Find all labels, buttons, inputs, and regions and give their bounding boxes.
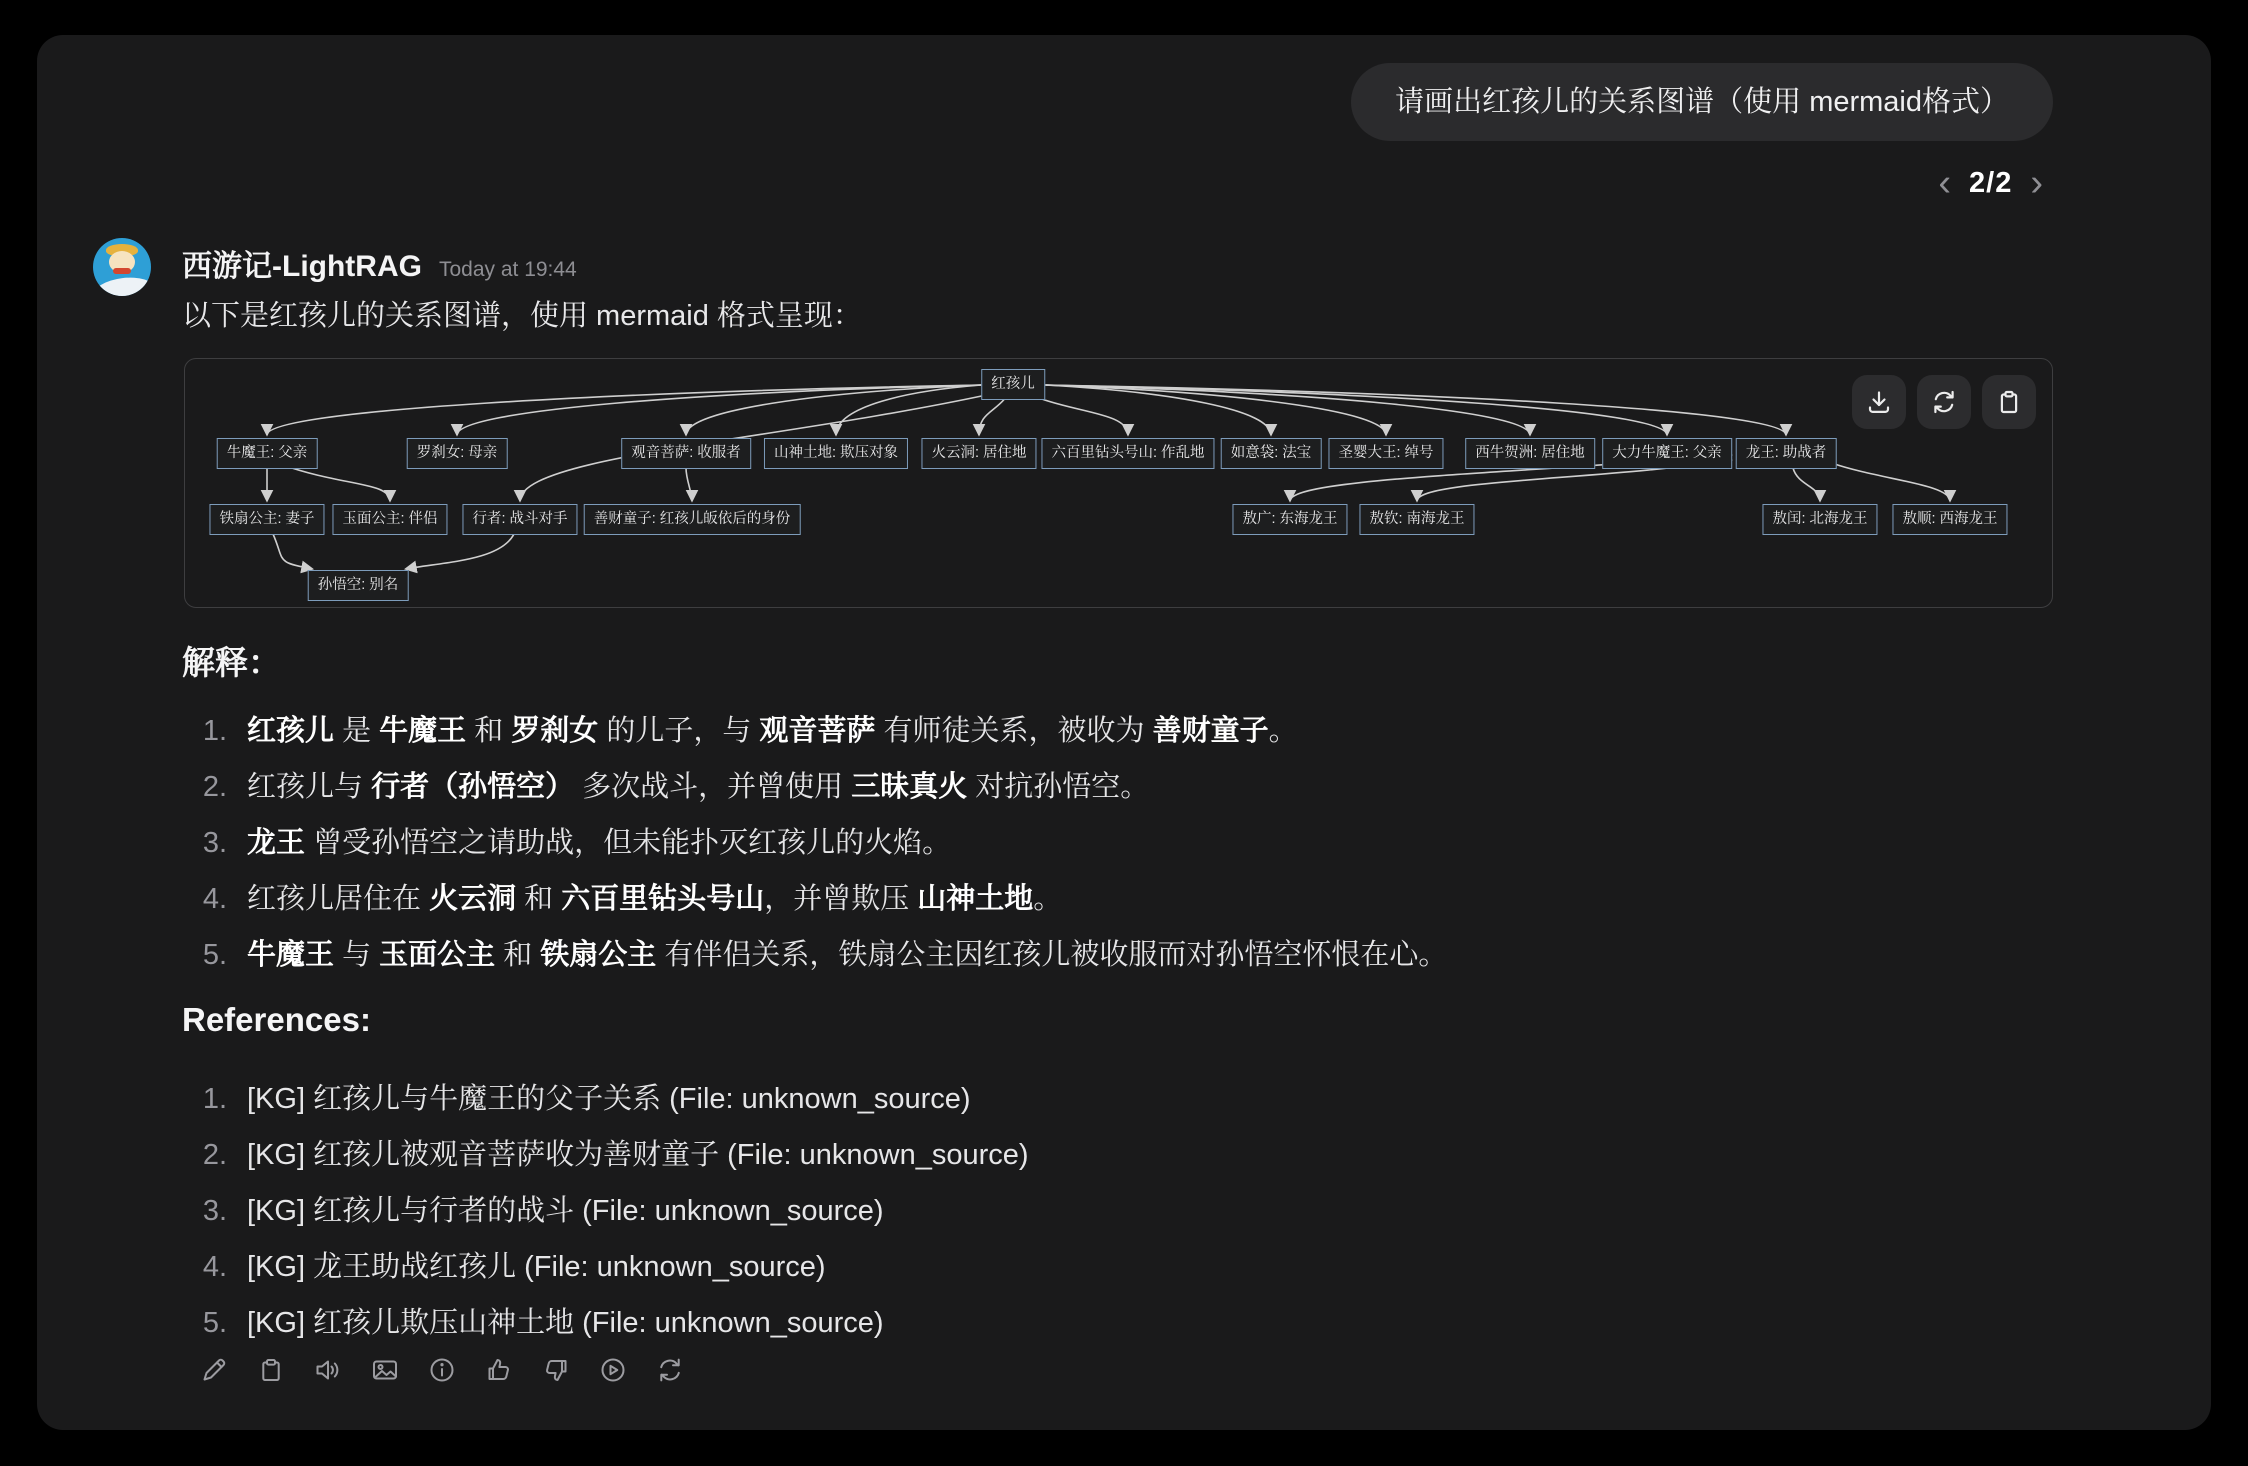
- graph-node-sunwukong: 孙悟空: 别名: [308, 570, 409, 601]
- explanation-text: 。: [1268, 715, 1298, 747]
- graph-node-xiniu: 西牛贺洲: 居住地: [1465, 438, 1595, 469]
- explanation-heading: 解释：: [182, 644, 281, 681]
- graph-edge-xingzhe-sunwukong: [406, 534, 514, 569]
- info-button[interactable]: [425, 1353, 459, 1387]
- graph-edge-hong-liubai: [1042, 399, 1128, 435]
- graph-edge-longwang-aoshun: [1832, 463, 1950, 501]
- graph-node-luocha: 罗刹女: 母亲: [407, 438, 508, 469]
- graph-edge-hong-guanyin: [686, 385, 981, 435]
- reference-item: [185, 1295, 1029, 1351]
- explanation-text: 是: [334, 715, 380, 747]
- play-icon: [598, 1355, 628, 1385]
- message-actions-toolbar: [197, 1353, 687, 1387]
- cloud-shape: [93, 274, 151, 296]
- graph-node-dali: 大力牛魔王: 父亲: [1602, 438, 1732, 469]
- assistant-avatar: [93, 238, 151, 296]
- explanation-item: [185, 759, 1447, 815]
- graph-node-xingzhe: 行者: 战斗对手: [462, 504, 577, 535]
- graph-node-aorun: 敖闰: 北海龙王: [1762, 504, 1877, 535]
- graph-edge-hong-niumo: [267, 385, 981, 435]
- entity-emphasis: 铁扇公主: [540, 939, 657, 971]
- list-number: 5.: [202, 1307, 227, 1339]
- entity-emphasis: 观音菩萨: [759, 715, 876, 747]
- list-number: 4.: [202, 1251, 227, 1283]
- explanation-text: 有伴侣关系，铁扇公主因红孩儿被收服而对孙悟空怀恨在心。: [656, 939, 1448, 971]
- graph-node-shanshen: 山神土地: 欺压对象: [764, 438, 908, 469]
- entity-emphasis: 火云洞: [429, 883, 517, 915]
- entity-emphasis: 罗刹女: [511, 715, 599, 747]
- reference-item: [185, 1127, 1029, 1183]
- references-list: [185, 1071, 1029, 1351]
- graph-edge-hong-huoyun: [979, 399, 1005, 435]
- graph-edge-hong-xingzhe: [520, 394, 991, 501]
- info-icon: [427, 1355, 457, 1385]
- list-number: 1.: [202, 1083, 227, 1115]
- list-number: 3.: [202, 827, 227, 859]
- chevron-left-icon[interactable]: ‹: [1938, 162, 1952, 204]
- graph-node-hong: 红孩儿: [981, 369, 1045, 400]
- monkey-scarf: [113, 268, 131, 274]
- explanation-text: ，并曾欺压: [764, 883, 918, 915]
- list-number: 1.: [202, 715, 227, 747]
- explanation-text: 曾受孙悟空之请助战，但未能扑灭红孩儿的火焰。: [305, 827, 952, 859]
- thumbs-down-button[interactable]: [539, 1353, 573, 1387]
- entity-emphasis: 善财童子: [1152, 715, 1269, 747]
- assistant-name: 西游记-LightRAG: [182, 250, 422, 283]
- list-number: 5.: [202, 939, 227, 971]
- mermaid-diagram-container: [184, 358, 2053, 608]
- graph-node-huoyun: 火云洞: 居住地: [921, 438, 1036, 469]
- reference-text: [KG] 红孩儿被观音菩萨收为善财童子 (File: unknown_source): [247, 1139, 1029, 1171]
- graph-node-aoqin: 敖钦: 南海龙王: [1359, 504, 1474, 535]
- graph-node-aoguang: 敖广: 东海龙王: [1232, 504, 1347, 535]
- list-number: 4.: [202, 883, 227, 915]
- view-image-button[interactable]: [368, 1353, 402, 1387]
- assistant-intro-text: 以下是红孩儿的关系图谱，使用 mermaid 格式呈现：: [182, 300, 862, 332]
- explanation-item: [185, 871, 1447, 927]
- regenerate-button[interactable]: [653, 1353, 687, 1387]
- entity-emphasis: 龙王: [247, 827, 306, 859]
- user-message-bubble: [1351, 63, 2053, 141]
- entity-emphasis: 牛魔王: [247, 939, 335, 971]
- explanation-item: [185, 703, 1447, 759]
- graph-node-tieshan: 铁扇公主: 妻子: [209, 504, 324, 535]
- edit-icon: [199, 1355, 229, 1385]
- graph-node-yumian: 玉面公主: 伴侣: [332, 504, 447, 535]
- refresh-icon: [1930, 388, 1958, 416]
- graph-node-niumo: 牛魔王: 父亲: [217, 438, 318, 469]
- graph-edge-guanyin-shancai: [686, 468, 692, 501]
- copy-button[interactable]: [1982, 375, 2036, 429]
- entity-emphasis: 红孩儿: [247, 715, 335, 747]
- explanation-text: 的儿子，与: [598, 715, 760, 747]
- image-icon: [370, 1355, 400, 1385]
- reference-item: [185, 1183, 1029, 1239]
- user-message-text: 请画出红孩儿的关系图谱（使用 mermaid格式）: [1395, 86, 2009, 118]
- graph-edge-niumo-yumian: [283, 465, 390, 501]
- explanation-text: 和: [466, 715, 512, 747]
- explanation-item: [185, 927, 1447, 983]
- graph-edges: [185, 359, 2054, 609]
- entity-emphasis: 三昧真火: [851, 771, 968, 803]
- read-aloud-button[interactable]: [311, 1353, 345, 1387]
- graph-node-shengying: 圣婴大王: 绰号: [1328, 438, 1443, 469]
- explanation-text: 与: [334, 939, 380, 971]
- thumbs-down-icon: [541, 1355, 571, 1385]
- explanation-text: 和: [495, 939, 541, 971]
- explanation-text: 多次战斗，并曾使用: [574, 771, 852, 803]
- graph-edge-longwang-aorun: [1793, 468, 1820, 501]
- download-button[interactable]: [1852, 375, 1906, 429]
- explanation-text: 对抗孙悟空。: [967, 771, 1150, 803]
- list-number: 2.: [202, 1139, 227, 1171]
- message-timestamp: Today at 19:44: [438, 258, 577, 281]
- graph-edge-hong-longwang: [1045, 385, 1786, 435]
- clipboard-icon: [256, 1355, 286, 1385]
- speaker-icon: [313, 1355, 343, 1385]
- explanation-text: 红孩儿居住在: [247, 883, 430, 915]
- download-icon: [1865, 388, 1893, 416]
- thumbs-up-icon: [484, 1355, 514, 1385]
- graph-edge-tieshan-sunwukong: [273, 534, 312, 569]
- play-button[interactable]: [596, 1353, 630, 1387]
- diagram-toolbar: [1852, 375, 2036, 429]
- explanation-list: [185, 703, 1447, 983]
- reference-text: [KG] 红孩儿与牛魔王的父子关系 (File: unknown_source): [247, 1083, 971, 1115]
- list-number: 2.: [202, 771, 227, 803]
- reference-item: [185, 1239, 1029, 1295]
- explanation-text: 。: [1033, 883, 1063, 915]
- explanation-text: 有师徒关系，被收为: [875, 715, 1153, 747]
- entity-emphasis: 行者（孙悟空）: [371, 771, 575, 803]
- edit-button[interactable]: [197, 1353, 231, 1387]
- entity-emphasis: 山神土地: [917, 883, 1034, 915]
- thumbs-up-button[interactable]: [482, 1353, 516, 1387]
- references-heading: References:: [182, 1001, 371, 1038]
- reference-item: [185, 1071, 1029, 1127]
- graph-node-guanyin: 观音菩萨: 收服者: [621, 438, 751, 469]
- pager-count: 2/2: [1969, 166, 2013, 199]
- reference-text: [KG] 红孩儿与行者的战斗 (File: unknown_source): [247, 1195, 884, 1227]
- entity-emphasis: 牛魔王: [379, 715, 467, 747]
- chevron-right-icon[interactable]: ›: [2030, 162, 2043, 204]
- entity-emphasis: 玉面公主: [379, 939, 496, 971]
- graph-node-longwang: 龙王: 助战者: [1736, 438, 1837, 469]
- assistant-header: [182, 241, 577, 285]
- entity-emphasis: 六百里钻头号山: [561, 883, 765, 915]
- chat-panel: [37, 35, 2211, 1430]
- explanation-text: 和: [516, 883, 562, 915]
- copy-button[interactable]: [254, 1353, 288, 1387]
- refresh-button[interactable]: [1917, 375, 1971, 429]
- list-number: 3.: [202, 1195, 227, 1227]
- graph-node-shancai: 善财童子: 红孩儿皈依后的身份: [584, 504, 801, 535]
- graph-node-aoshun: 敖顺: 西海龙王: [1892, 504, 2007, 535]
- regenerate-icon: [655, 1355, 685, 1385]
- reference-text: [KG] 龙王助战红孩儿 (File: unknown_source): [247, 1251, 826, 1283]
- message-pager: [1938, 163, 2043, 203]
- clipboard-icon: [1995, 388, 2023, 416]
- graph-node-liubai: 六百里钻头号山: 作乱地: [1041, 438, 1214, 469]
- graph-node-ruyi: 如意袋: 法宝: [1221, 438, 1322, 469]
- explanation-item: [185, 815, 1447, 871]
- explanation-text: 红孩儿与: [247, 771, 372, 803]
- reference-text: [KG] 红孩儿欺压山神土地 (File: unknown_source): [247, 1307, 884, 1339]
